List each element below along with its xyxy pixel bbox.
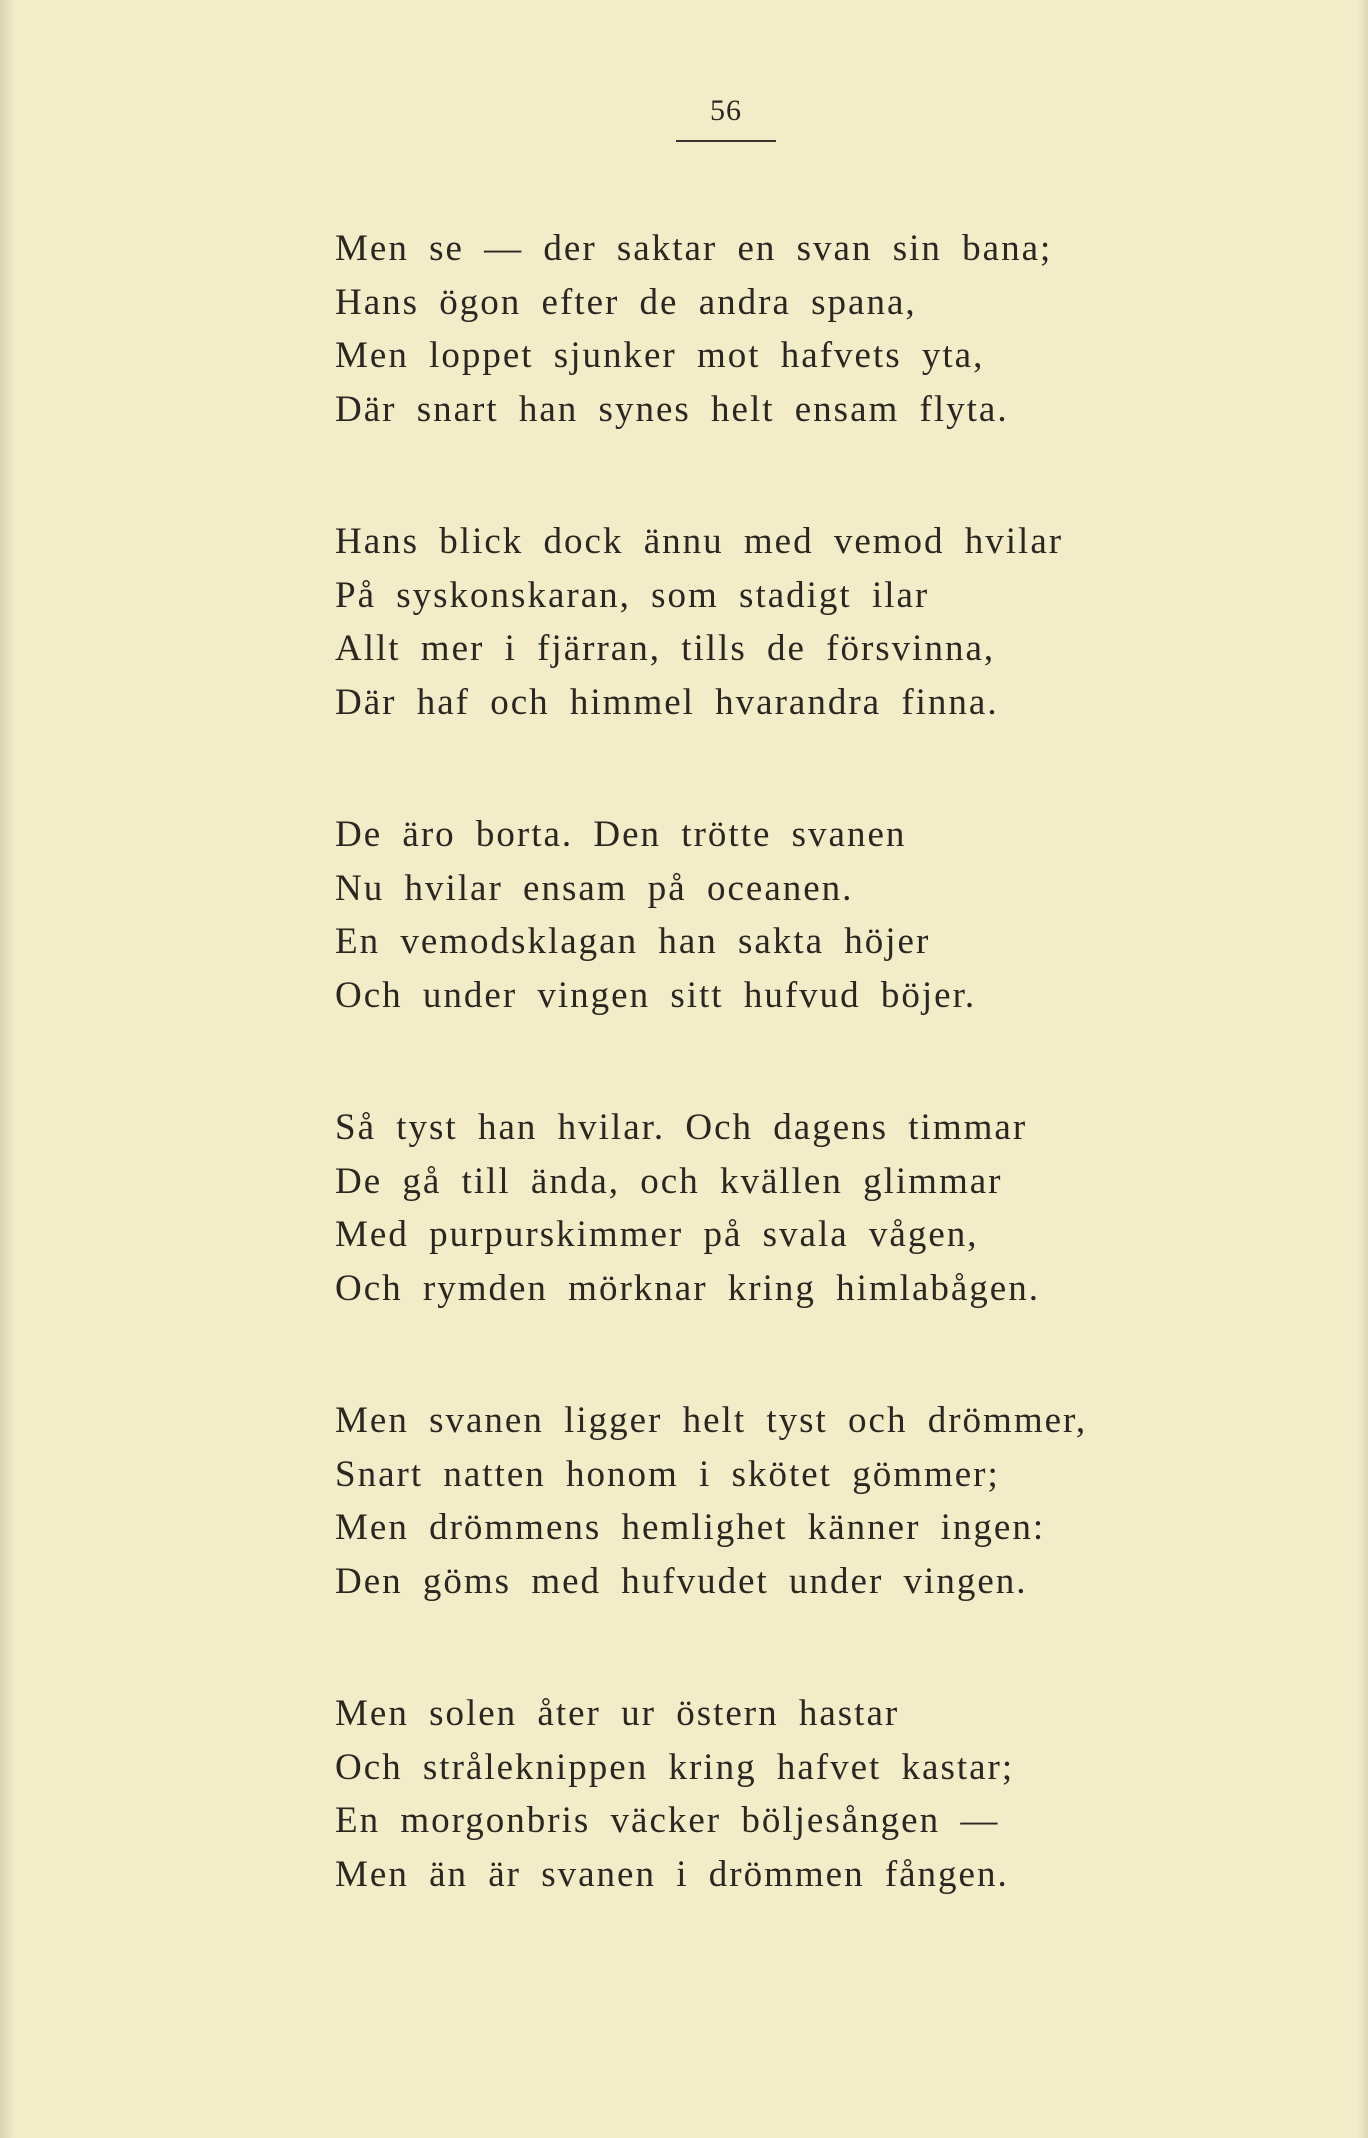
stanza-4 — [335, 1101, 1135, 1394]
poem-line: De äro borta. Den trötte svanen — [335, 814, 907, 855]
poem-line: En vemodsklagan han sakta höjer — [335, 921, 931, 962]
poem-line: Och rymden mörknar kring himlabågen. — [335, 1267, 1040, 1309]
page-number-rule — [676, 140, 776, 142]
poem-line: Men loppet sjunker mot hafvets yta, — [335, 335, 985, 376]
page-edge-left — [0, 0, 14, 2138]
poem-line: Men än är svanen i drömmen fången. — [335, 1853, 1009, 1895]
poem-line: Och stråleknippen kring hafvet kastar; — [335, 1746, 1015, 1788]
poem-line: Där haf och himmel hvarandra finna. — [335, 681, 999, 723]
stanza-1 — [335, 222, 1135, 515]
poem-line: På syskonskaran, som stadigt ilar — [335, 574, 930, 616]
poem-line: Hans ögon efter de andra spana, — [335, 281, 917, 323]
poem-line: Men se — der saktar en svan sin bana; — [335, 228, 1053, 269]
poem-line: Men solen åter ur östern hastar — [335, 1693, 900, 1734]
stanza-3 — [335, 808, 1135, 1101]
poem-line: De gå till ända, och kvällen glimmar — [335, 1160, 1003, 1202]
poem-line: En morgonbris väcker böljesången — — [335, 1800, 1000, 1841]
poem-line: Så tyst han hvilar. Och dagens timmar — [335, 1107, 1028, 1148]
poem-line: Där snart han synes helt ensam flyta. — [335, 388, 1009, 430]
poem-line: Nu hvilar ensam på oceanen. — [335, 867, 854, 909]
poem-line: Snart natten honom i skötet gömmer; — [335, 1453, 1000, 1495]
stanza-5 — [335, 1394, 1135, 1687]
poem-line: Med purpurskimmer på svala vågen, — [335, 1214, 979, 1255]
page-number: 56 — [710, 94, 742, 127]
poem-line: Och under vingen sitt hufvud böjer. — [335, 974, 977, 1016]
page-edge-right — [1358, 0, 1368, 2138]
stanza-6 — [335, 1687, 1135, 1980]
poem-line: Men svanen ligger helt tyst och drömmer, — [335, 1400, 1088, 1441]
poem-line: Men drömmens hemlighet känner ingen: — [335, 1507, 1046, 1548]
poem — [335, 222, 1135, 1980]
poem-line: Den göms med hufvudet under vingen. — [335, 1560, 1028, 1602]
poem-line: Allt mer i fjärran, tills de försvinna, — [335, 628, 996, 669]
stanza-2 — [335, 515, 1135, 808]
poem-line: Hans blick dock ännu med vemod hvilar — [335, 521, 1064, 562]
